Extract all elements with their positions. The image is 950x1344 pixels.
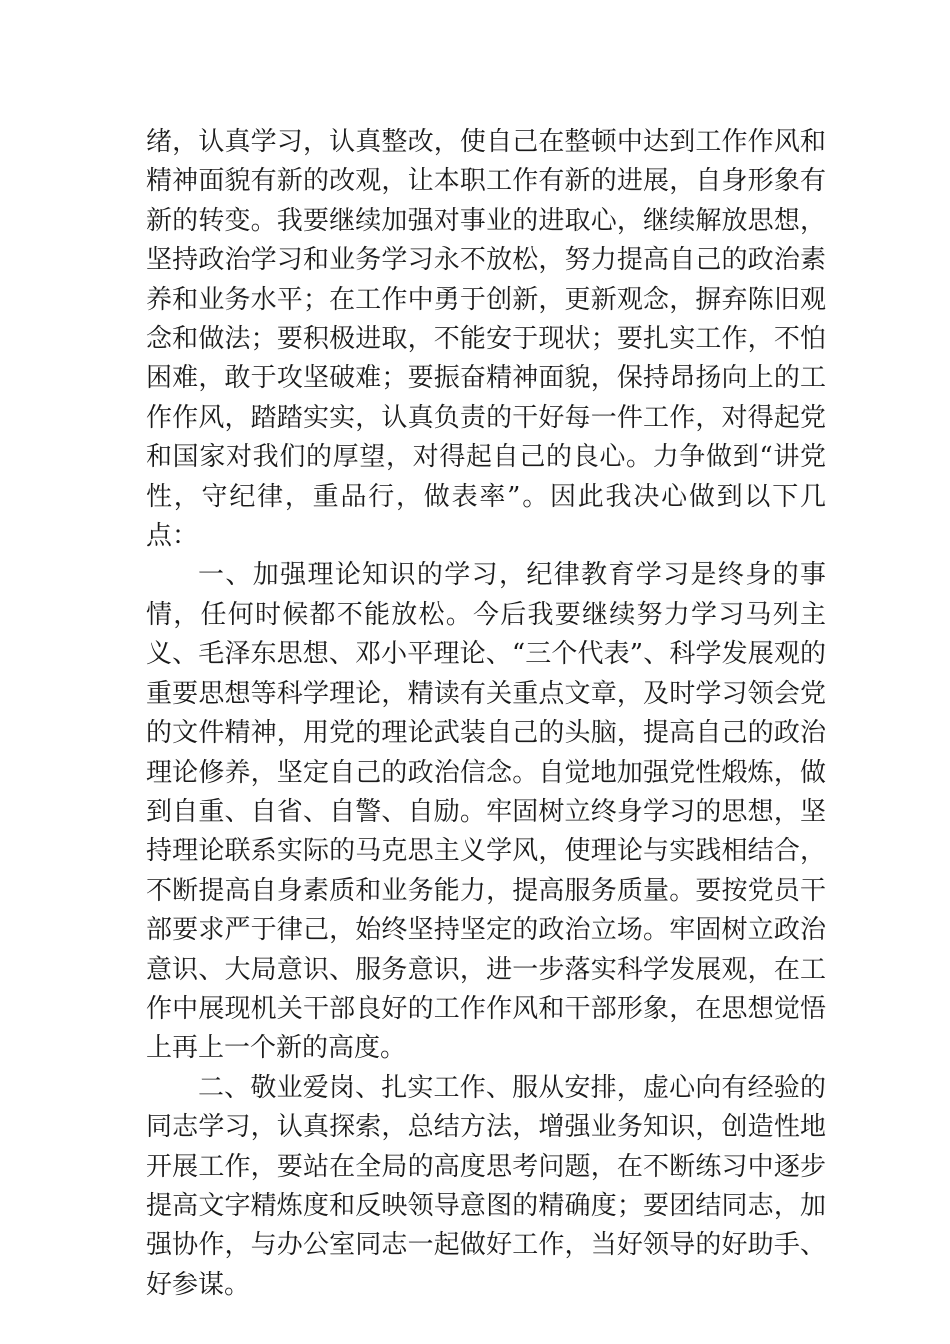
document-body — [146, 123, 826, 1305]
paragraph-point-two: 二、敬业爱岗、扎实工作、服从安排，虚心向有经验的同志学习，认真探索，总结方法，增强业务知识，创造性地开展工作，要站在全局的高度思考问题，在不断练习中逐步提高文字精炼度和反映领导意图的精确度；要团结同志，加强协作，与办公室同志一起做好工作，当好领导的好助手、好参谋。 — [146, 1072, 826, 1300]
paragraph-continuation: 绪，认真学习，认真整改，使自己在整顿中达到工作作风和精神面貌有新的改观，让本职工作有新的进展，自身形象有新的转变。我要继续加强对事业的进取心，继续解放思想，坚持政治学习和业务学习永不放松，努力提高自己的政治素养和业务水平；在工作中勇于创新，更新观念，摒弃陈旧观念和做法；要积极进取，不能安于现状；要扎实工作，不怕困难，敢于攻坚破难；要振奋精神面貌，保持昂扬向上的工作作风，踏踏实实，认真负责的干好每一件工作，对得起党和国家对我们的厚望，对得起自己的良心。力争做到“讲党性，守纪律，重品行，做表率”。因此我决心做到以下几点： — [146, 127, 826, 552]
paragraph-point-one: 一、加强理论知识的学习，纪律教育学习是终身的事情，任何时候都不能放松。今后我要继续努力学习马列主义、毛泽东思想、邓小平理论、“三个代表”、科学发展观的重要思想等科学理论，精读有关重点文章，及时学习领会党的文件精神，用党的理论武装自己的头脑，提高自己的政治理论修养，坚定自己的政治信念。自觉地加强党性煅炼，做到自重、自省、自警、自励。牢固树立终身学习的思想，坚持理论联系实际的马克思主义学风，使理论与实践相结合，不断提高自身素质和业务能力，提高服务质量。要按党员干部要求严于律己，始终坚持坚定的政治立场。牢固树立政治意识、大局意识、服务意识，进一步落实科学发展观，在工作中展现机关干部良好的工作作风和干部形象，在思想觉悟上再上一个新的高度。 — [146, 560, 826, 1064]
